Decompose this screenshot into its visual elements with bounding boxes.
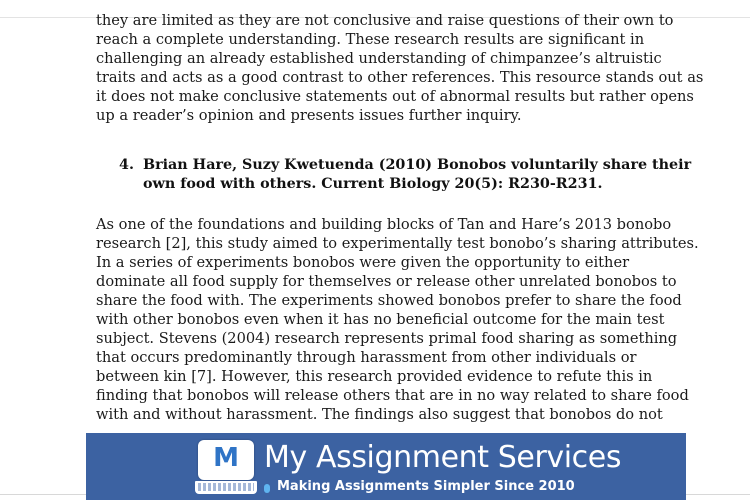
brand-tagline: Making Assignments Simpler Since 2010 — [277, 479, 575, 494]
reference-title-line-2: own food with others. Current Biology 20(5): R230-R231. — [143, 176, 603, 192]
text-line: up a reader’s opinion and presents issues further inquiry. — [96, 107, 522, 124]
brand-name: My Assignment Services — [264, 440, 622, 475]
text-line: research [2], this study aimed to experimentally test bonobo’s sharing attributes. — [96, 235, 699, 252]
text-line: that occurs predominantly through harassment from other individuals or — [96, 349, 637, 366]
laptop-keyboard-icon — [195, 481, 257, 494]
text-line: subject. Stevens (2004) research represents primal food sharing as something — [96, 330, 678, 347]
text-line: finding that bonobos will release others that are in no way related to share food — [96, 387, 689, 404]
text-line: reach a complete understanding. These research results are significant in — [96, 31, 645, 48]
reference-number: 4. — [119, 157, 134, 173]
text-line: traits and acts as a good contrast to other references. This resource stands out as — [96, 69, 704, 86]
laptop-logo-icon — [198, 440, 254, 480]
reference-heading-line-1 — [119, 156, 691, 175]
text-line: it does not make conclusive statements out of abnormal results but rather opens — [96, 88, 694, 105]
keyboard-keys — [198, 483, 254, 491]
paragraph-main — [96, 215, 699, 424]
text-line: with other bonobos even when it has no beneficial outcome for the main test — [96, 311, 665, 328]
reference-heading — [119, 156, 691, 194]
text-line: As one of the foundations and building blocks of Tan and Hare’s 2013 bonobo — [96, 216, 672, 233]
text-line: dominate all food supply for themselves or release other unrelated bonobos to — [96, 273, 677, 290]
reference-title-line-1: Brian Hare, Suzy Kwetuenda (2010) Bonobos voluntarily share their — [143, 157, 692, 173]
text-line: they are limited as they are not conclusive and raise questions of their own to — [96, 12, 674, 29]
text-line: share the food with. The experiments showed bonobos prefer to share the food — [96, 292, 682, 309]
paragraph-top — [96, 11, 704, 125]
logo-letter: M — [213, 443, 239, 473]
text-line: In a series of experiments bonobos were given the opportunity to either — [96, 254, 630, 271]
location-pin-icon — [264, 484, 270, 493]
text-line: challenging an already established understanding of chimpanzee’s altruistic — [96, 50, 662, 67]
text-line: with and without harassment. The findings also suggest that bonobos do not — [96, 406, 663, 423]
text-line: between kin [7]. However, this research provided evidence to refute this in — [96, 368, 653, 385]
